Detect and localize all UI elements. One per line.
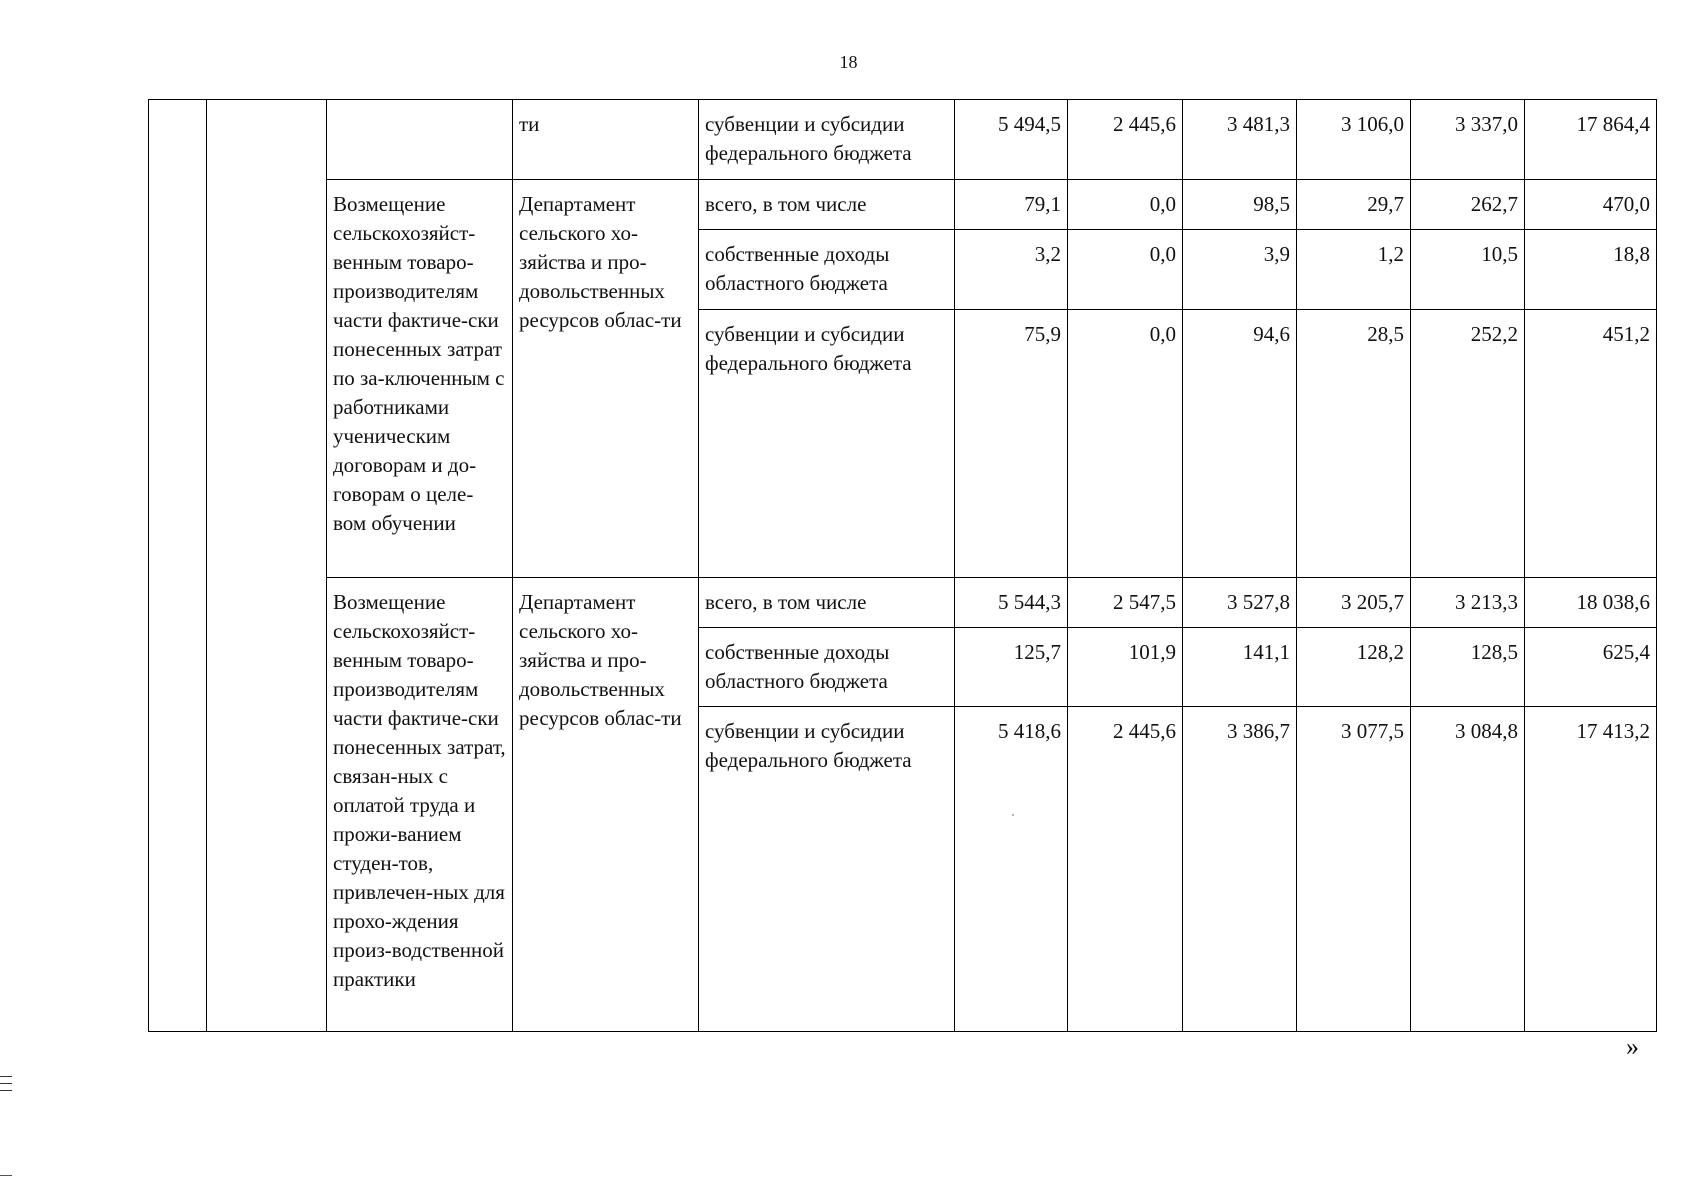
value-cell: 0,0 (1068, 180, 1183, 230)
table-row (149, 180, 1657, 230)
value-cell: 3 337,0 (1411, 100, 1525, 180)
table-row (149, 578, 1657, 628)
value-cell: 3 084,8 (1411, 707, 1525, 1032)
funding-source-label: собственные доходы областного бюджета (699, 628, 955, 707)
measure-name: Возмещение сельскохозяйст-венным товаро-производителям части фактиче-ски понесенных затрат по за-ключенным с работниками ученическим договорам и до-говорам о целе-вом обучении (327, 180, 513, 578)
value-cell: 3 106,0 (1297, 100, 1411, 180)
value-cell: 10,5 (1411, 230, 1525, 310)
value-cell: 262,7 (1411, 180, 1525, 230)
value-cell: 141,1 (1183, 628, 1297, 707)
index-cell (149, 100, 207, 1032)
value-cell: 5 544,3 (955, 578, 1068, 628)
value-cell: 98,5 (1183, 180, 1297, 230)
budget-table (148, 99, 1657, 1032)
funding-source-label: собственные доходы областного бюджета (699, 230, 955, 310)
value-cell: 3 386,7 (1183, 707, 1297, 1032)
value-cell: 125,7 (955, 628, 1068, 707)
department-name: Департамент сельского хо-зяйства и про-довольственных ресурсов облас-ти (513, 578, 699, 1032)
funding-source-label: всего, в том числе (699, 180, 955, 230)
value-cell: 94,6 (1183, 310, 1297, 578)
value-cell: 3 213,3 (1411, 578, 1525, 628)
value-cell: 252,2 (1411, 310, 1525, 578)
value-cell: 1,2 (1297, 230, 1411, 310)
value-cell: 79,1 (955, 180, 1068, 230)
scan-artifact (0, 1175, 12, 1176)
goal-cell (207, 100, 327, 1032)
value-cell: 2 445,6 (1068, 100, 1183, 180)
table-row (149, 100, 1657, 180)
value-cell: 101,9 (1068, 628, 1183, 707)
funding-source-label: субвенции и субсидии федерального бюджета (699, 310, 955, 578)
value-cell: 0,0 (1068, 310, 1183, 578)
value-cell: 3 077,5 (1297, 707, 1411, 1032)
total-cell: 625,4 (1525, 628, 1657, 707)
value-cell: 75,9 (955, 310, 1068, 578)
total-cell: 451,2 (1525, 310, 1657, 578)
value-cell: 3 481,3 (1183, 100, 1297, 180)
scan-artifact (0, 1076, 12, 1077)
value-cell: 0,0 (1068, 230, 1183, 310)
value-cell: 29,7 (1297, 180, 1411, 230)
scan-artifact (1012, 814, 1014, 816)
total-cell: 18,8 (1525, 230, 1657, 310)
value-cell: 5 418,6 (955, 707, 1068, 1032)
value-cell: 2 445,6 (1068, 707, 1183, 1032)
scan-artifact (0, 1083, 12, 1084)
value-cell: 3 527,8 (1183, 578, 1297, 628)
closing-quote-mark: » (1626, 1032, 1639, 1061)
total-cell: 17 413,2 (1525, 707, 1657, 1032)
value-cell: 2 547,5 (1068, 578, 1183, 628)
total-cell: 18 038,6 (1525, 578, 1657, 628)
value-cell: 3,9 (1183, 230, 1297, 310)
department-name: ти (513, 100, 699, 180)
funding-source-label: субвенции и субсидии федерального бюджета (699, 707, 955, 1032)
measure-name (327, 100, 513, 180)
measure-name: Возмещение сельскохозяйст-венным товаро-производителям части фактиче-ски понесенных затрат, связан-ных с оплатой труда и прожи-ванием студен-тов, привлечен-ных для прохо-ждения произ-водственной практики (327, 578, 513, 1032)
funding-source-label: всего, в том числе (699, 578, 955, 628)
value-cell: 5 494,5 (955, 100, 1068, 180)
funding-source-label: субвенции и субсидии федерального бюджета (699, 100, 955, 180)
total-cell: 17 864,4 (1525, 100, 1657, 180)
value-cell: 28,5 (1297, 310, 1411, 578)
scan-artifact (0, 1090, 12, 1091)
total-cell: 470,0 (1525, 180, 1657, 230)
department-name: Департамент сельского хо-зяйства и про-довольственных ресурсов облас-ти (513, 180, 699, 578)
value-cell: 128,2 (1297, 628, 1411, 707)
value-cell: 3,2 (955, 230, 1068, 310)
page-number: 18 (839, 52, 858, 72)
value-cell: 3 205,7 (1297, 578, 1411, 628)
value-cell: 128,5 (1411, 628, 1525, 707)
